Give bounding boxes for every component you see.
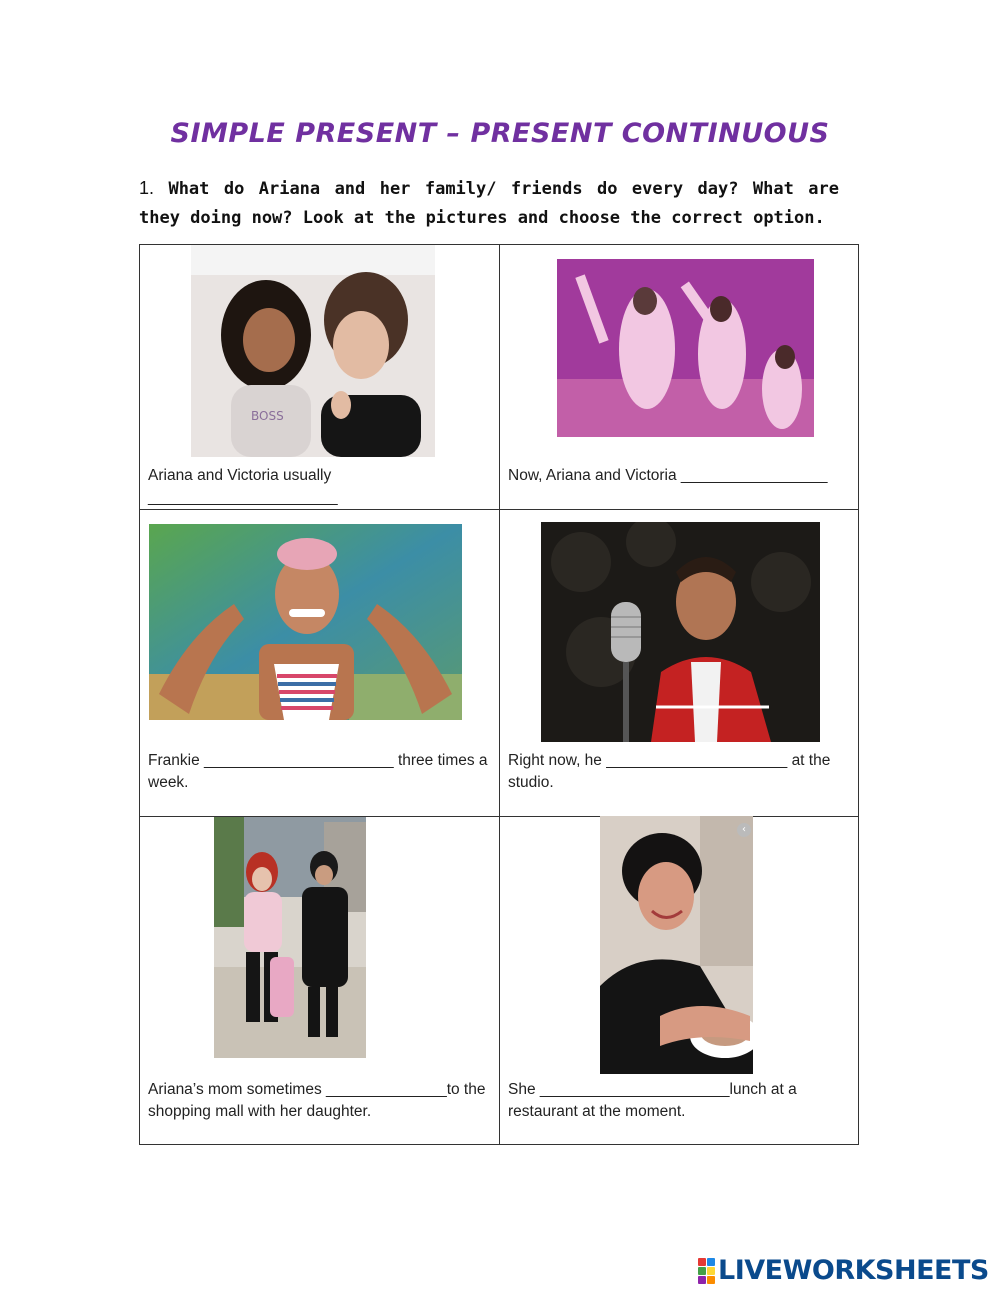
studio-microphone-photo bbox=[541, 522, 820, 742]
cell-1-caption: Ariana and Victoria usually ______________________ bbox=[148, 467, 338, 506]
exercise-text: What do Ariana and her family/ friends do every day? What are they doing now? Look at the pictures and choose the correct option. bbox=[139, 179, 839, 228]
cell-6-caption: She ______________________lunch at a restaurant at the moment. bbox=[508, 1081, 797, 1120]
exercise-instructions bbox=[139, 174, 839, 233]
mother-daughter-walking-photo bbox=[214, 817, 366, 1058]
svg-text:BOSS: BOSS bbox=[251, 409, 284, 423]
cell-2-caption: Now, Ariana and Victoria _________________ bbox=[508, 467, 828, 484]
exercise-table bbox=[139, 244, 859, 1145]
two-girls-selfie-photo bbox=[191, 245, 435, 457]
frankie-flexing-photo bbox=[149, 524, 462, 720]
logo-text: LIVEWORKSHEETS bbox=[718, 1255, 989, 1286]
table-divider-vertical bbox=[499, 245, 500, 1144]
logo-blocks-icon bbox=[698, 1258, 715, 1284]
cell-5-caption: Ariana’s mom sometimes ______________to the shopping mall with her daughter. bbox=[148, 1081, 486, 1120]
photo-expand-icon[interactable]: ‹ bbox=[737, 823, 751, 837]
liveworksheets-logo[interactable] bbox=[698, 1255, 989, 1286]
cell-3-caption: Frankie ______________________ three times a week. bbox=[148, 752, 488, 791]
table-divider-row1 bbox=[140, 509, 858, 510]
cell-4-caption: Right now, he _____________________ at the studio. bbox=[508, 752, 831, 791]
woman-restaurant-photo bbox=[600, 816, 753, 1074]
dancers-stage-photo bbox=[557, 259, 814, 437]
exercise-number: 1. bbox=[139, 178, 155, 198]
worksheet-title: SIMPLE PRESENT – PRESENT CONTINUOUS bbox=[170, 118, 830, 149]
